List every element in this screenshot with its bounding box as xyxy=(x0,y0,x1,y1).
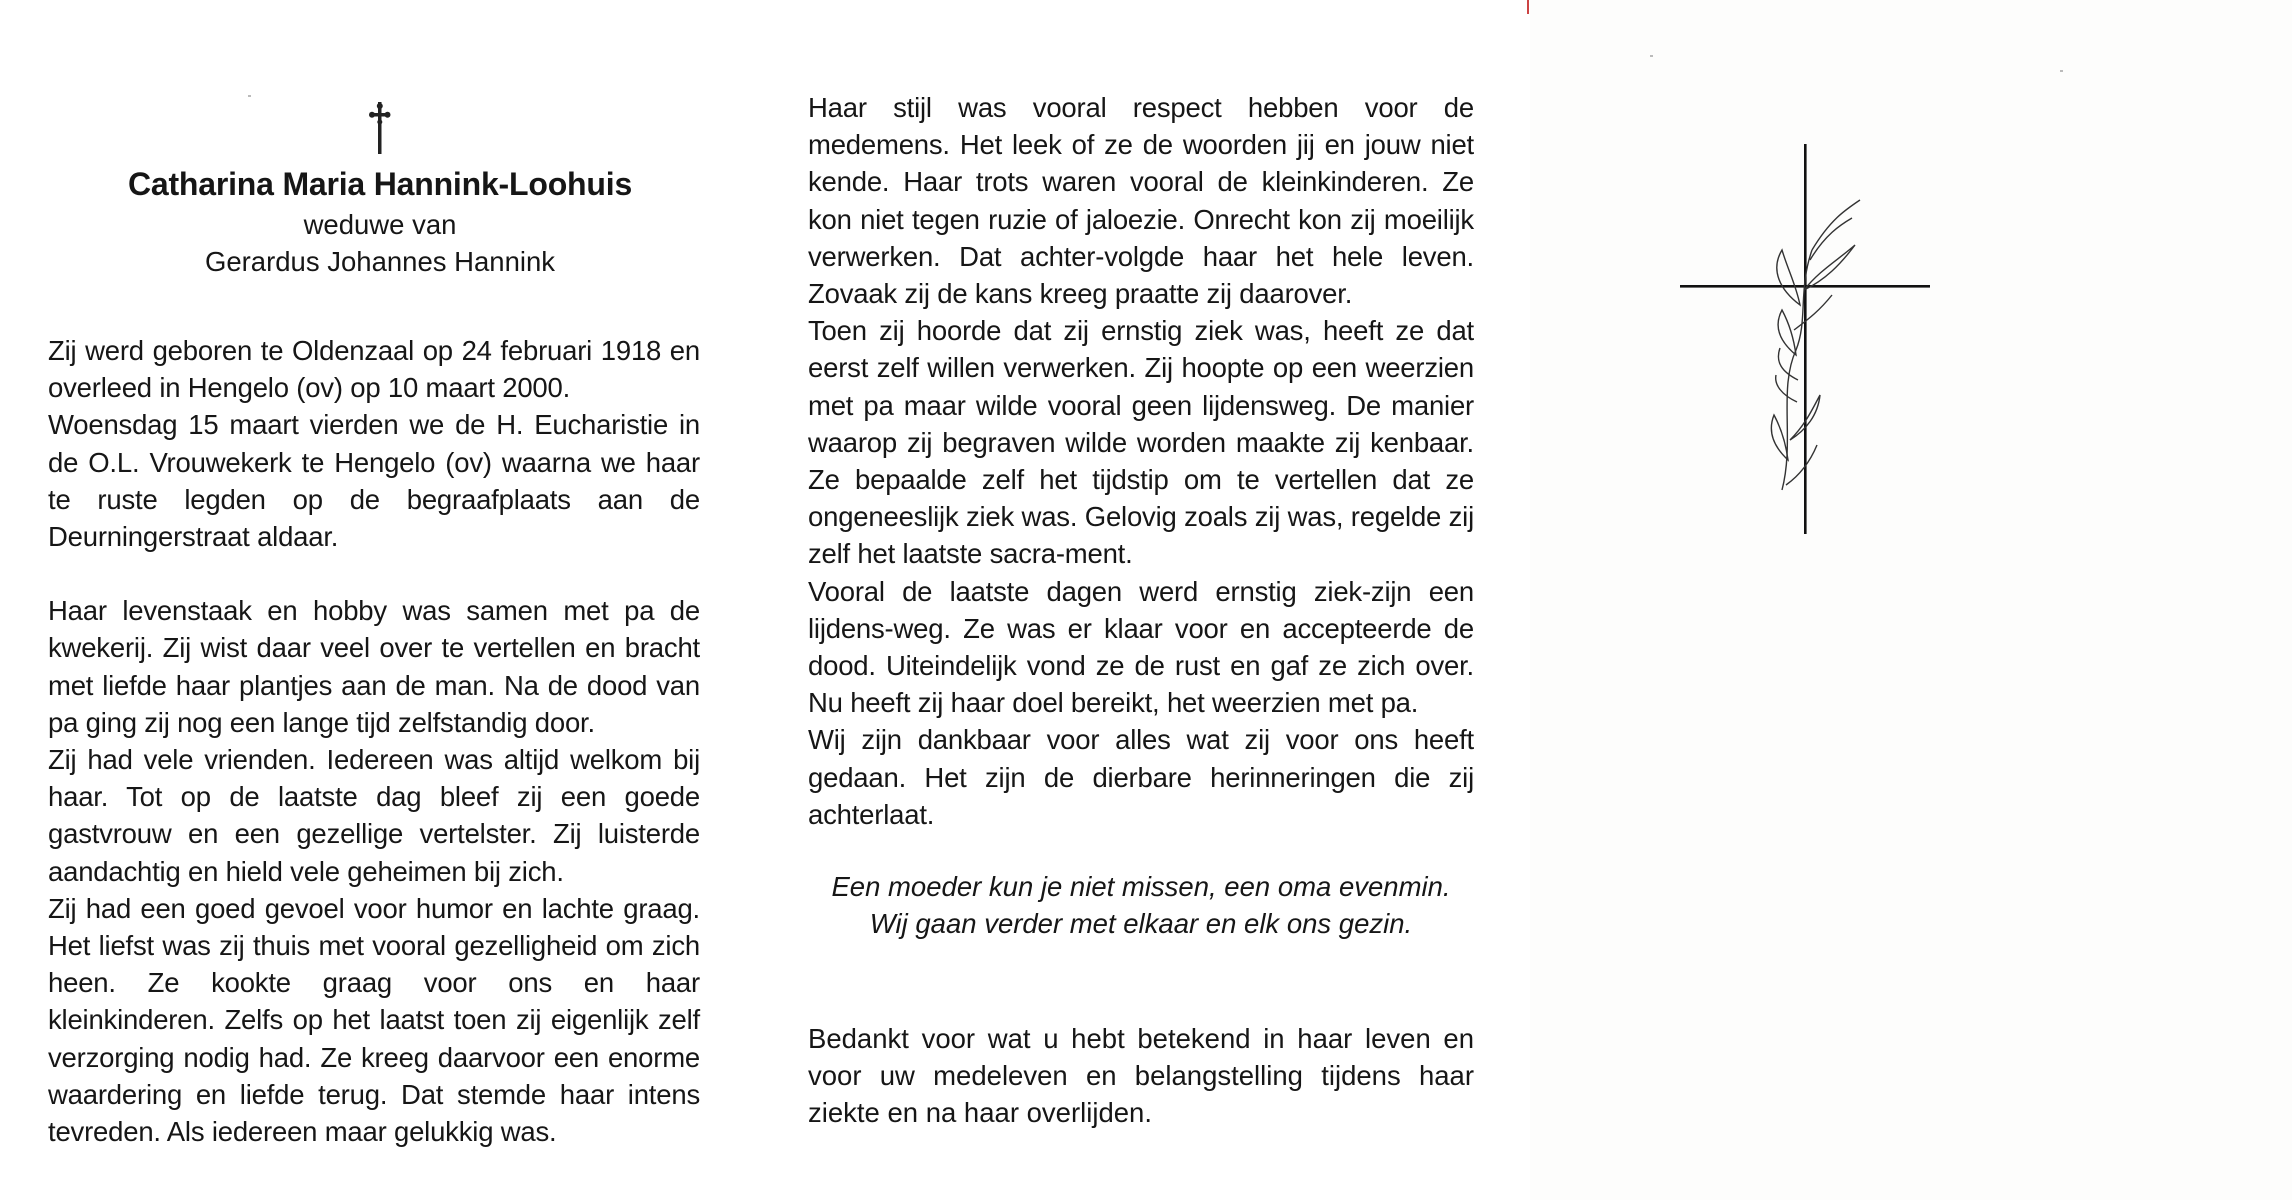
cross-with-branch-icon xyxy=(1670,140,1930,540)
paragraph: Zij werd geboren te Oldenzaal op 24 februari 1918 en overleed in Hengelo (ov) op 10 maart 2000. xyxy=(48,335,700,404)
memorial-quote xyxy=(808,868,1474,942)
deceased-name: Catharina Maria Hannink-Loohuis xyxy=(127,166,633,202)
widow-of-label: weduwe van xyxy=(303,209,457,240)
biography-left xyxy=(48,332,700,1150)
biography-middle xyxy=(808,89,1474,833)
quote-line: Een moeder kun je niet missen, een oma evenmin. xyxy=(831,871,1451,902)
paragraph: Haar stijl was vooral respect hebben voor de medemens. Het leek of ze de woorden jij en jouw niet kende. Haar trots waren vooral de kleinkinderen. Ze kon niet tegen ruzie of jaloezie. Onrecht kon zij moeilijk verwerken. Dat achter-volgde haar het hele leven. Zovaak zij de kans kreeg praatte zij daarover. xyxy=(808,92,1474,310)
paragraph: Haar levenstaak en hobby was samen met pa de kwekerij. Zij wist daar veel over te vertellen en bracht met liefde haar plantjes aan de man. Na de dood van pa ging zij nog een lange tijd zelfstandig door. xyxy=(48,595,700,738)
paragraph: Vooral de laatste dagen werd ernstig ziek-zijn een lijdens-weg. Ze was er klaar voor en accepteerde de dood. Uiteindelijk vond ze de rust en gaf ze zich over. Nu heeft zij haar doel bereikt, het weerzien met pa. xyxy=(808,575,1474,719)
fold-mark xyxy=(1527,0,1529,14)
paragraph: Zij had een goed gevoel voor humor en lachte graag. Het liefst was zij thuis met vooral gezelligheid om zich heen. Ze kookte graag voor ons en haar kleinkinderen. Zelfs op het laatst toen zij eigenlijk zelf verzorging nodig had. Ze kreeg daarvoor een enorme waardering en liefde terug. Dat stemde haar intens tevreden. Als iedereen maar gelukkig was. xyxy=(48,892,700,1148)
spouse-name: Gerardus Johannes Hannink xyxy=(204,246,556,277)
thank-you-text: Bedankt voor wat u hebt betekend in haar leven en voor uw medeleven en belangstelling tijdens haar ziekte en na haar overlijden. xyxy=(808,1023,1474,1129)
paragraph: Zij had vele vrienden. Iedereen was altijd welkom bij haar. Tot op de laatste dag bleef zij een goede gastvrouw en een gezellige vertelster. Zij luisterde aandachtig en hield vele geheimen bij zich. xyxy=(48,744,700,887)
paragraph: Woensdag 15 maart vierden we de H. Eucharistie in de O.L. Vrouwekerk te Hengelo (ov) waarna we haar te ruste legden op de begraafplaats aan de Deurningerstraat aldaar. xyxy=(48,409,700,553)
card-header xyxy=(80,100,680,280)
paragraph: Toen zij hoorde dat zij ernstig ziek was, heeft ze dat eerst zelf willen verwerken. Zij hoopte op een weerzien met pa maar wilde vooral geen lijdensweg. De manier waarop zij begraven wilde worden maakte zij kenbaar. Ze bepaalde zelf het tijdstip om te vertellen dat ze ongeneeslijk ziek was. Gelovig zoals zij was, regelde zij zelf het laatste sacra-ment. xyxy=(808,315,1474,570)
quote-line: Wij gaan verder met elkaar en elk ons gezin. xyxy=(869,908,1413,939)
left-panel xyxy=(0,0,760,1200)
paper-speck xyxy=(1650,55,1653,57)
paper-speck xyxy=(248,95,251,97)
small-cross-icon xyxy=(365,100,395,156)
paper-speck xyxy=(2060,70,2063,72)
paragraph: Wij zijn dankbaar voor alles wat zij voor ons heeft gedaan. Het zijn de dierbare herinneringen die zij achterlaat. xyxy=(808,724,1474,830)
